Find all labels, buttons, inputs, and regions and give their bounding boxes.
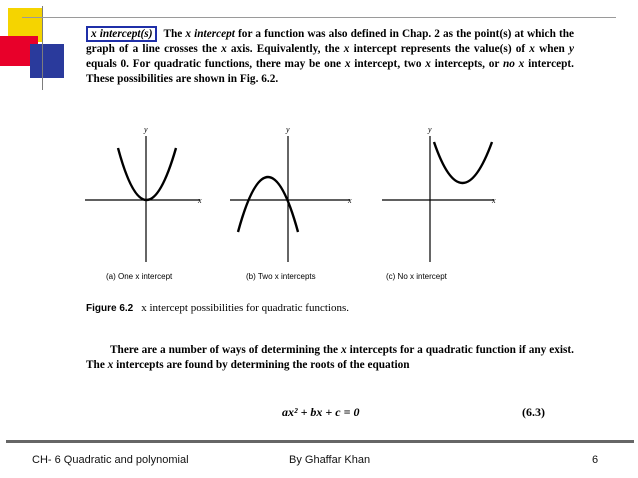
subfig-label-c: (c) No x intercept bbox=[386, 272, 447, 281]
figure-6-2-graphs bbox=[80, 124, 520, 266]
graph-b-x-label: x bbox=[348, 196, 352, 205]
term-box-x-intercepts: x intercept(s) bbox=[86, 26, 157, 42]
graph-c-x-label: x bbox=[492, 196, 496, 205]
deco-top-rule bbox=[22, 17, 616, 18]
footer-author: By Ghaffar Khan bbox=[289, 454, 371, 466]
graph-b-y-label: y bbox=[286, 125, 290, 134]
graph-a-x-label: x bbox=[198, 196, 202, 205]
graph-c-y-label: y bbox=[428, 125, 432, 134]
deco-blue-square bbox=[30, 44, 64, 78]
footer-rule bbox=[6, 440, 634, 443]
deco-vertical-line bbox=[42, 6, 43, 90]
equation-number: (6.3) bbox=[522, 405, 545, 419]
subfig-label-b: (b) Two x intercepts bbox=[246, 272, 316, 281]
figure-caption bbox=[86, 302, 349, 314]
intro-paragraph: x intercept(s) The x intercept for a function was also defined in Chap. 2 as the point(s) at which the graph of a line crosses the x axis. Equivalently, the x intercept represents the value(s) of x when y equals 0. For quadratic functions, there may be one x intercept, two x intercepts, or no x intercept. These possibilities are shown in Fig. 6.2. bbox=[86, 28, 575, 85]
graph-two-intercepts bbox=[230, 125, 352, 262]
parabola-b bbox=[238, 177, 298, 232]
graph-no-intercept bbox=[382, 125, 496, 262]
graph-one-intercept bbox=[85, 125, 202, 262]
graph-a-y-label: y bbox=[144, 125, 148, 134]
footer-chapter: CH- 6 Quadratic and polynomial bbox=[32, 454, 189, 466]
parabola-a bbox=[118, 148, 176, 200]
figure-caption-text: x intercept possibilities for quadratic functions. bbox=[141, 302, 349, 314]
subfig-label-a: (a) One x intercept bbox=[106, 272, 173, 281]
figure-label: Figure 6.2 bbox=[86, 303, 134, 314]
roots-paragraph: There are a number of ways of determining the x intercepts for a quadratic function if any exist. The x intercepts are found by determining the roots of the equation bbox=[86, 344, 574, 371]
footer-page-number: 6 bbox=[592, 454, 599, 466]
quadratic-equation: ax² + bx + c = 0 bbox=[282, 405, 360, 419]
parabola-c bbox=[434, 142, 492, 183]
